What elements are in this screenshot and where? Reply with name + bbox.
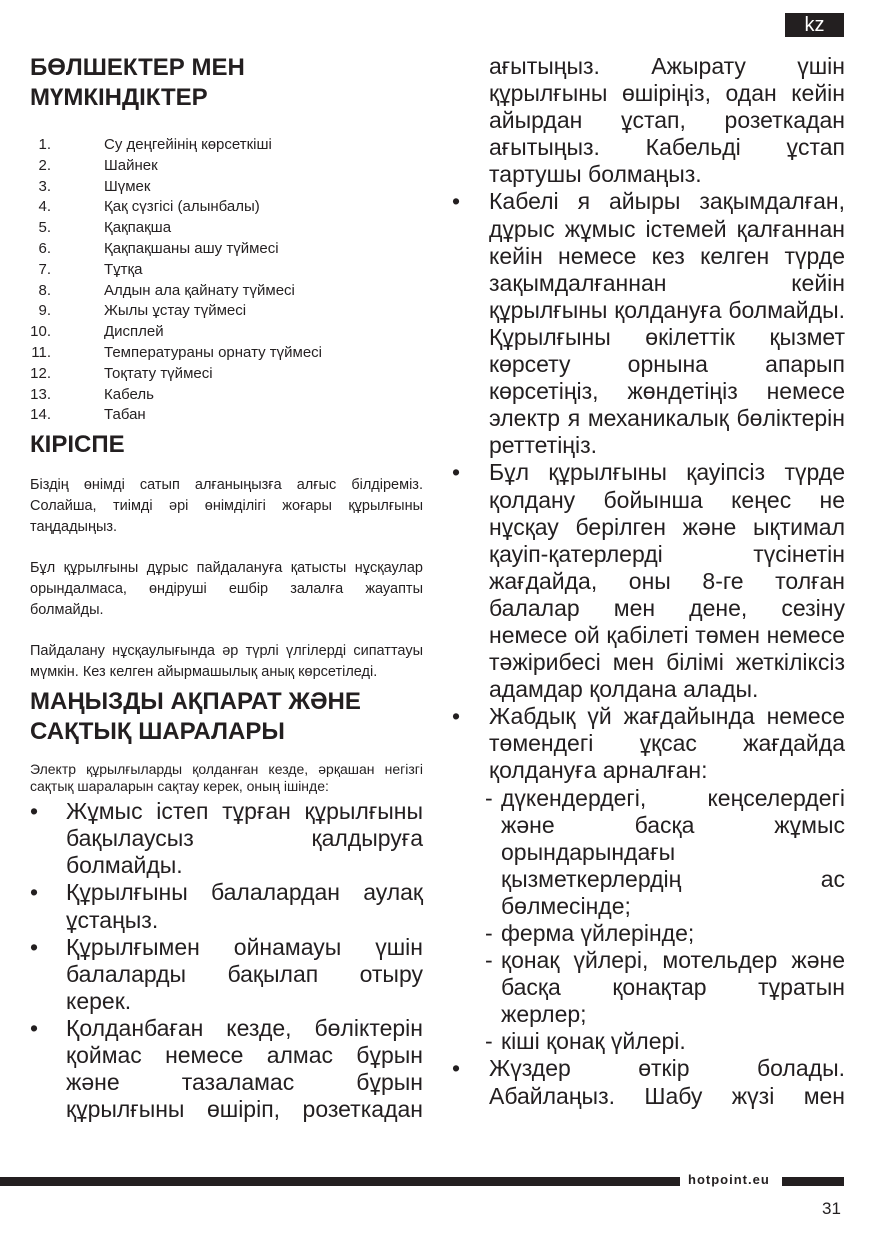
parts-list-item: 8. Алдын ала қайнату түймесі [38,281,295,299]
bullet-marker: • [452,188,461,215]
bullet-marker: • [30,798,39,825]
parts-list-item: 12. Тоқтату түймесі [30,364,213,382]
sub-list-item: - ферма үйлерінде; [485,920,695,946]
intro-paragraph-2: Бұл құрылғыны дұрыс пайдалануға қатысты нұсқаулар орындалмаса, өндіруші ешбір залалға жауапты болмайды. [30,560,423,619]
bullet-marker: • [30,933,39,960]
parts-heading [30,53,423,113]
parts-list-item: 1. Су деңгейінің көрсеткіші [38,136,272,153]
parts-list-item: 2. Шайнек [38,156,158,174]
safety-bullet-item: • Құрылғыны балалардан аулақ ұстаңыз. [30,879,423,933]
intro-paragraph-1: Біздің өнімді сатып алғаныңызға алғыс білдіреміз. Солайша, тиімді әрі өнімділігі жоғары құрылғыны таңдадыңыз. [30,477,423,536]
parts-heading-line2: МҮМКІНДІКТЕР [30,84,208,111]
parts-list-item: 6. Қақпақшаны ашу түймесі [38,239,279,257]
parts-list-item: 13. Кабель [30,385,154,403]
safety-bullet-list [30,798,423,1123]
parts-list-item: 3. Шүмек [38,177,151,195]
language-badge: kz [785,13,844,37]
dash-marker: - [485,1028,493,1055]
footer-rule-right [782,1177,844,1186]
parts-list-item: 4. Қақ сүзгісі (алынбалы) [38,198,260,216]
sub-list [485,784,845,1056]
parts-list-item: 5. Қақпақша [38,219,172,237]
bullet-marker: • [30,1014,39,1041]
dash-marker: - [485,947,493,974]
safety-bullet-item: • Жабдық үй жағдайында немесе төмендегі ұқсас жағдайда қолдануға арналған: - дүкендердегі, кеңселердегі және басқа жұмыс орындарындағы қызметкерлердің ас бөлмесінде; - ферма үйлерінде; - қонақ үйлері, мотельдер және басқа қонақтар тұратын жерлер; - кіші қонақ үйлері. [452,703,845,1055]
safety-heading [30,687,423,747]
bullet-marker: • [452,1055,461,1082]
parts-list-item: 10. Дисплей [30,323,164,341]
parts-list-item: 9. Жылы ұстау түймесі [38,302,247,320]
sub-list-item: - дүкендердегі, кеңселердегі және басқа жұмыс орындарындағы қызметкерлердің ас бөлмесінде; [485,784,845,919]
dash-marker: - [485,920,493,946]
safety-bullet-item: • Құрылғымен ойнамауы үшін балаларды бақылап отыру керек. [30,933,423,1014]
safety-bullet-item: • Жүздер өткір болады. Абайлаңыз. Шабу жүзі мен [452,1055,845,1109]
safety-bullet-continuation: ағытыңыз. Ажырату үшін құрылғыны өшіріңіз, одан кейін айырдан ұстап, розеткадан ағытыңыз. Кабельді ұстап тартушы болмаңыз. [489,53,845,188]
intro-heading: КІРІСПЕ [30,431,125,459]
sub-list-item: - кіші қонақ үйлері. [485,1028,686,1055]
safety-bullet-item: • Бұл құрылғыны қауіпсіз түрде қолдану бойынша кеңес не нұсқау берілген және ықтимал қауіп-қатерлерді түсінетін жағдайда, оны 8-ге толған балалар мен дене, сезіну немесе ой қабілеті төмен немесе тәжірибесі мен білімі жеткіліксіз адамдар қолдана алады. [452,459,845,703]
safety-heading-line1: МАҢЫЗДЫ АҚПАРАТ ЖӘНЕ [30,688,361,716]
page-number: 31 [822,1199,841,1218]
safety-bullet-item: • Кабелі я айыры зақымдалған, дұрыс жұмыс істемей қалғаннан кейін немесе кез келген түрде зақымдалғаннан кейін құрылғыны қолдануға болмайды. Құрылғыны өкілеттік қызмет көрсету орнына апарып көрсетіңіз, жөндетіңіз немесе электр я механикалық бөліктерін реттетіңіз. [452,188,845,459]
parts-list-item: 11. Температураны орнату түймесі [31,343,323,361]
brand-logo: hotpoint.eu [688,1172,770,1187]
footer-rule-left [0,1177,680,1186]
parts-list [30,135,423,426]
safety-heading-line2: САҚТЫҚ ШАРАЛАРЫ [30,718,285,746]
left-column [30,53,423,1123]
bullet-marker: • [30,879,39,906]
intro-paragraph-3: Пайдалану нұсқаулығында әр түрлі үлгілерді сипаттауы мүмкін. Кез келген айырмашылық анық көрсетіледі. [30,643,423,681]
right-column [452,53,845,1110]
bullet-marker: • [452,703,461,730]
dash-marker: - [485,784,493,811]
safety-bullet-item: • Қолданбаған кезде, бөліктерін қоймас немесе алмас бұрын және тазаламас бұрын құрылғыны өшіріп, розеткадан [30,1014,423,1123]
parts-heading-line1: БӨЛШЕКТЕР МЕН [30,54,245,81]
bullet-marker: • [452,459,461,486]
safety-intro: Электр құрылғыларды қолданған кезде, әрқашан негізгі сақтық шараларын сақтау керек, оның ішінде: [30,761,423,795]
parts-list-item: 7. Тұтқа [38,260,143,278]
sub-list-item: - қонақ үйлері, мотельдер және басқа қонақтар тұратын жерлер; [485,947,845,1028]
safety-bullet-item: • Жұмыс істеп тұрған құрылғыны бақылаусыз қалдыруға болмайды. [30,798,423,879]
parts-list-item: 14. Табан [30,406,146,424]
